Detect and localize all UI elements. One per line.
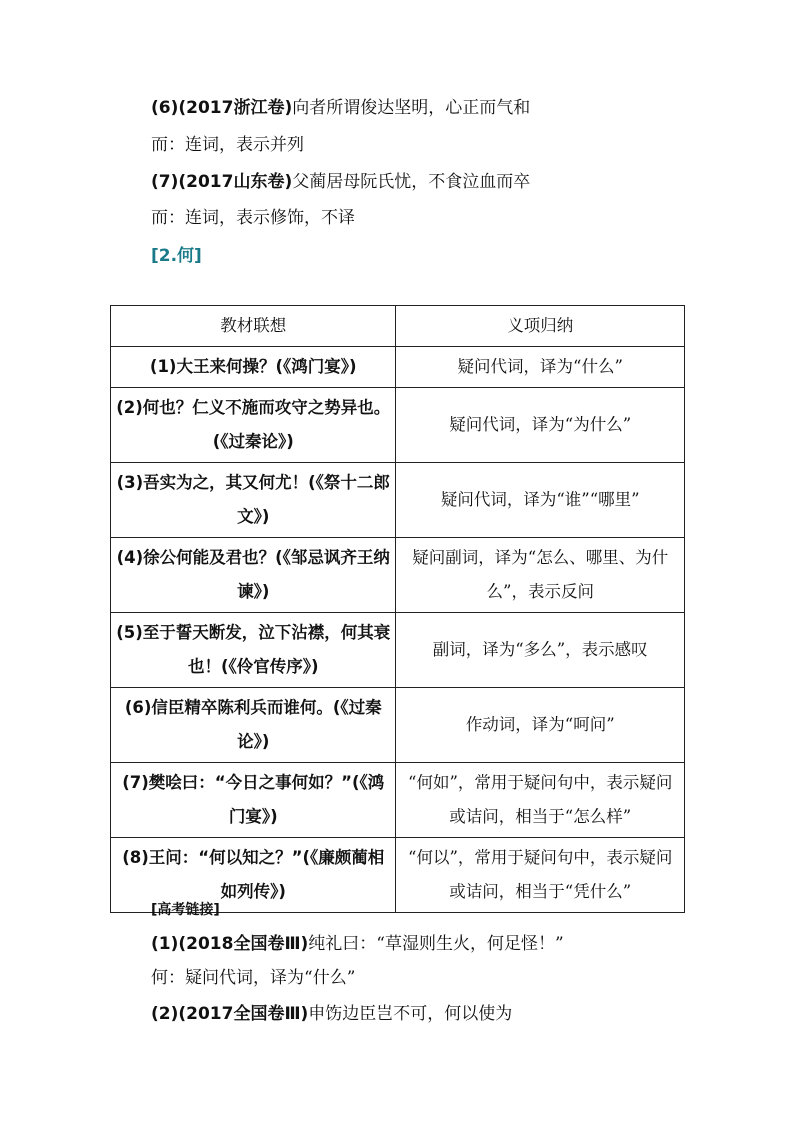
meaning-cell: “何以”，常用于疑问句中，表示疑问或诘问，相当于“凭什么” bbox=[396, 838, 685, 913]
table-header-row bbox=[111, 306, 685, 347]
sentence: 纯礼曰：“草湿则生火，何足怪！” bbox=[308, 934, 564, 954]
source-label: (6)(2017浙江卷) bbox=[151, 98, 293, 118]
meaning-cell: 疑问副词，译为“怎么、哪里、为什么”，表示反问 bbox=[396, 538, 685, 613]
example-cell: (5)至于誓天断发，泣下沾襟，何其衰也！(《伶官传序》) bbox=[111, 613, 396, 688]
section-tag: [2.何] bbox=[151, 246, 202, 266]
bottom-line-1 bbox=[151, 932, 564, 956]
source-label: (2)(2017全国卷Ⅲ) bbox=[151, 1004, 309, 1024]
meaning-cell: 疑问代词，译为“什么” bbox=[396, 347, 685, 388]
example-cell: (6)信臣精卒陈利兵而谁何。(《过秦论》) bbox=[111, 688, 396, 763]
meaning-cell: 疑问代词，译为“谁”“哪里” bbox=[396, 463, 685, 538]
table-row bbox=[111, 538, 685, 613]
sentence: 申饬边臣岂不可，何以使为 bbox=[308, 1004, 513, 1024]
header-meaning: 义项归纳 bbox=[396, 306, 685, 347]
meaning-cell: “何如”，常用于疑问句中，表示疑问或诘问，相当于“怎么样” bbox=[396, 763, 685, 838]
explanation: 而：连词，表示修饰，不译 bbox=[151, 208, 355, 228]
explanation: 而：连词，表示并列 bbox=[151, 135, 304, 155]
meaning-cell: 疑问代词，译为“为什么” bbox=[396, 388, 685, 463]
example-cell: (2)何也？仁义不施而攻守之势异也。(《过秦论》) bbox=[111, 388, 396, 463]
example-cell: (4)徐公何能及君也？(《邹忌讽齐王纳谏》) bbox=[111, 538, 396, 613]
example-cell: (8)王问：“何以知之？”(《廉颇蔺相如列传》) bbox=[111, 838, 396, 913]
source-label: (7)(2017山东卷) bbox=[151, 172, 293, 192]
top-line-1 bbox=[151, 96, 530, 120]
link-tag: [高考链接] bbox=[151, 902, 220, 918]
bottom-line-3 bbox=[151, 1002, 512, 1026]
top-line-4 bbox=[151, 206, 355, 230]
example-cell: (7)樊哙曰：“今日之事何如？”(《鸿门宴》) bbox=[111, 763, 396, 838]
vocab-table bbox=[110, 305, 685, 913]
bottom-line-2 bbox=[151, 966, 355, 990]
table-row bbox=[111, 347, 685, 388]
explanation: 何：疑问代词，译为“什么” bbox=[151, 968, 356, 988]
top-line-3 bbox=[151, 170, 530, 194]
example-cell: (3)吾实为之，其又何尤！(《祭十二郎文》) bbox=[111, 463, 396, 538]
meaning-cell: 作动词，译为“呵问” bbox=[396, 688, 685, 763]
header-textbook: 教材联想 bbox=[111, 306, 396, 347]
table-row bbox=[111, 688, 685, 763]
meaning-cell: 副词，译为“多么”，表示感叹 bbox=[396, 613, 685, 688]
source-label: (1)(2018全国卷Ⅲ) bbox=[151, 934, 309, 954]
sentence: 向者所谓俊达坚明，心正而气和 bbox=[292, 98, 531, 118]
example-cell: (1)大王来何操？(《鸿门宴》) bbox=[111, 347, 396, 388]
table-row bbox=[111, 388, 685, 463]
table-row bbox=[111, 613, 685, 688]
top-line-2 bbox=[151, 133, 304, 157]
table-row bbox=[111, 463, 685, 538]
sentence: 父蔺居母阮氏忧，不食泣血而卒 bbox=[292, 172, 531, 192]
table-row bbox=[111, 763, 685, 838]
